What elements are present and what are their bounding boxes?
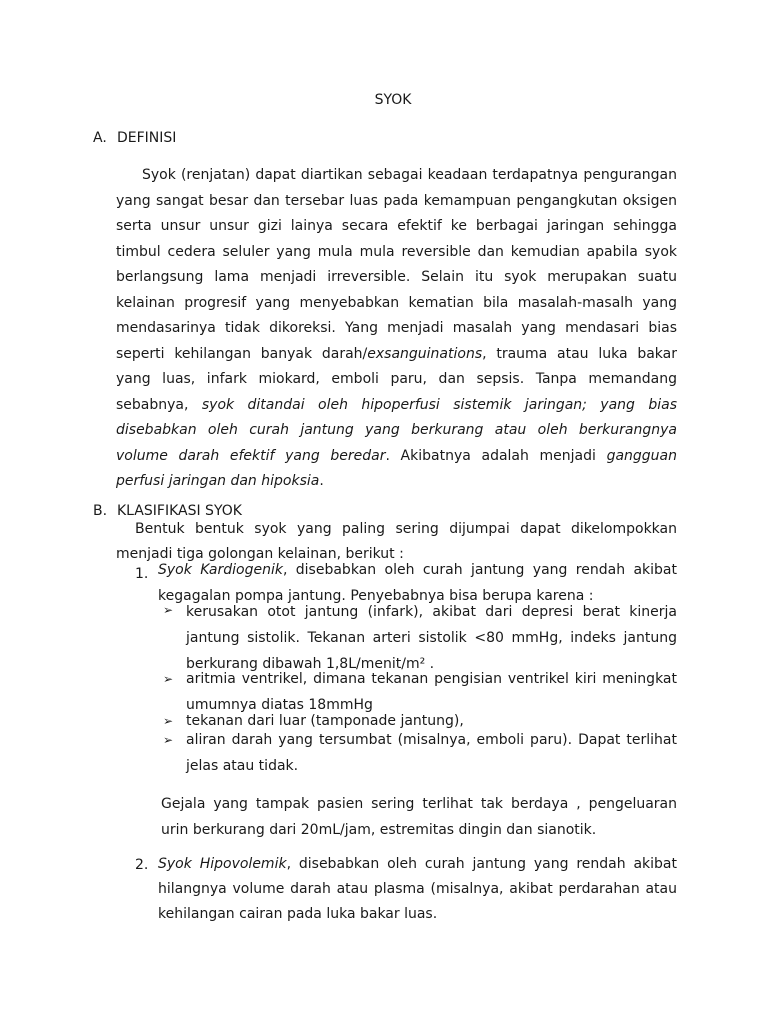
definition-italic-1: exsanguinations: [367, 345, 483, 362]
arrowhead-bullet-icon: ➢: [163, 714, 174, 728]
definition-italic-2: syok ditandai oleh hipoperfusi sistemik jaringan; yang bias disebabkan oleh curah jantung yang berkurang atau oleh berkurangnya volume darah efektif yang beredar: [116, 396, 677, 464]
arrowhead-bullet-icon: ➢: [163, 733, 174, 747]
bullet-3: tekanan dari luar (tamponade jantung),: [186, 713, 464, 729]
section-a-title: DEFINISI: [117, 130, 177, 146]
definition-text-1: Syok (renjatan) dapat diartikan sebagai keadaan terdapatnya pengurangan yang sangat besar dan tersebar luas pada kemampuan pengangkutan oksigen serta unsur unsur gizi lainya secara efektif ke berbagai jaringan sehingga timbul cedera seluler yang mula mula reversible dan kemudian apabila syok berlangsung lama menjadi irreversible. Selain itu syok merupakan suatu kelainan progresif yang menyebabkan kematian bila masalah-masalh yang mendasarinya tidak dikoreksi. Yang menjadi masalah yang mendasari bias seperti kehilangan banyak darah/: [116, 167, 677, 362]
page-title: SYOK: [374, 92, 412, 108]
definition-paragraph: [116, 163, 677, 495]
definition-italic-3: gangguan perfusi jaringan dan hipoksia: [116, 447, 677, 489]
bullet-2: aritmia ventrikel, dimana tekanan pengisian ventrikel kiri meningkat umumnya diatas 18mmHg: [186, 671, 677, 713]
item-2-number: 2.: [135, 857, 149, 873]
item-1-number: 1.: [135, 566, 149, 582]
section-a-heading: [93, 130, 176, 146]
item-1-desc: , disebabkan oleh curah jantung yang rendah akibat kegagalan pompa jantung. Penyebabnya bisa berupa karena :: [158, 562, 677, 604]
item-2-text: [158, 852, 677, 927]
arrowhead-bullet-icon: ➢: [163, 603, 174, 617]
arrowhead-bullet-icon: ➢: [163, 672, 174, 686]
definition-text-3: . Akibatnya adalah menjadi: [385, 447, 607, 464]
section-a-number: A.: [93, 130, 107, 146]
item-2-name: Syok Hipovolemik: [158, 856, 287, 872]
item-1-symptoms: Gejala yang tampak pasien sering terlihat tak berdaya , pengeluaran urin berkurang dari 20mL/jam, estremitas dingin dan sianotik.: [161, 796, 677, 838]
item-2-desc: , disebabkan oleh curah jantung yang rendah akibat hilangnya volume darah atau plasma (misalnya, akibat perdarahan atau kehilangan cairan pada luka bakar luas.: [158, 856, 677, 922]
definition-text-4: .: [319, 473, 324, 489]
classification-intro-text: Bentuk bentuk syok yang paling sering dijumpai dapat dikelompokkan menjadi tiga golongan kelainan, berikut :: [116, 521, 677, 562]
item-1-name: Syok Kardiogenik: [158, 562, 283, 578]
section-b-title: KLASIFIKASI SYOK: [117, 503, 242, 519]
bullet-4: aliran darah yang tersumbat (misalnya, emboli paru). Dapat terlihat jelas atau tidak.: [186, 732, 677, 774]
section-b-number: B.: [93, 503, 108, 519]
definition-text-2: , trauma atau luka bakar yang luas, infark miokard, emboli paru, dan sepsis. Tanpa memandang sebabnya,: [116, 345, 677, 413]
bullet-1: kerusakan otot jantung (infark), akibat dari depresi berat kinerja jantung sistolik. Tekanan arteri sistolik <80 mmHg, indeks jantung berkurang dibawah 1,8L/menit/m² .: [186, 604, 677, 672]
